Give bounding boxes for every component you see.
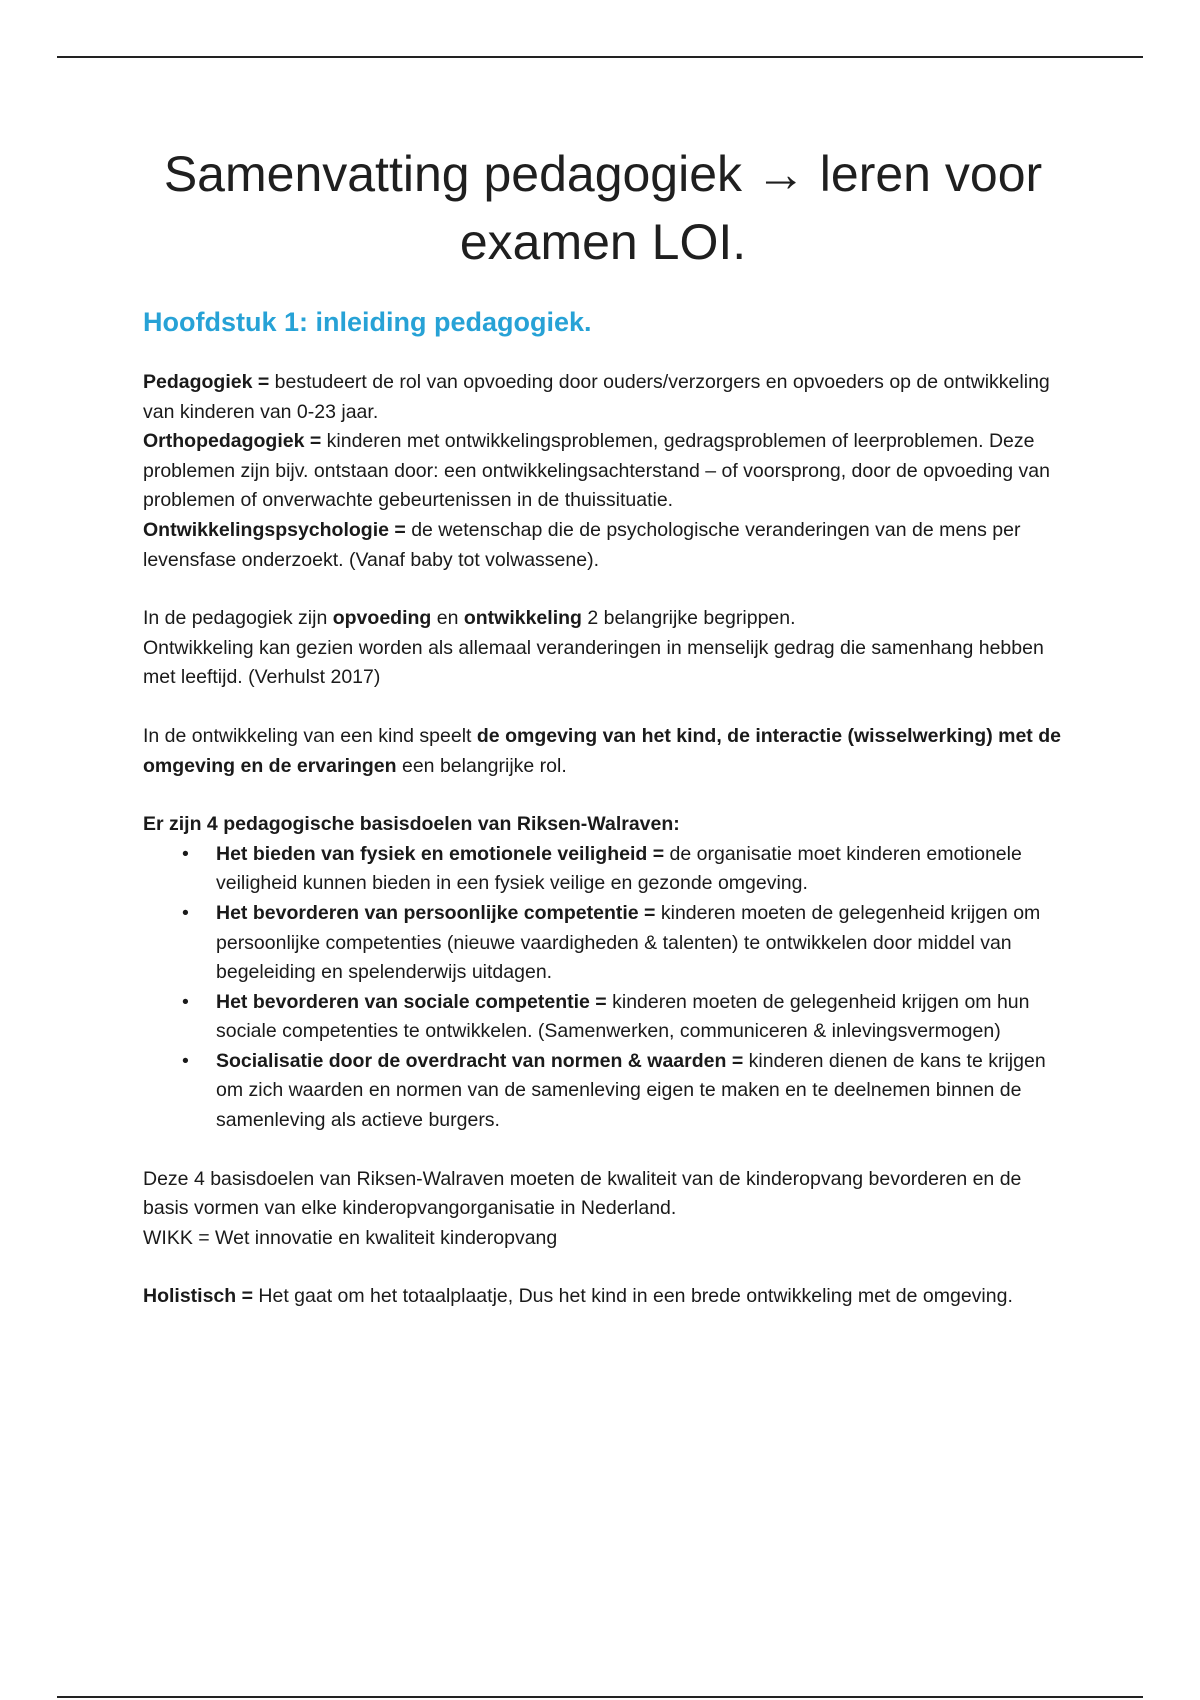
goals-intro — [143, 810, 1063, 840]
title-line-2: examen LOI. — [459, 214, 747, 270]
development-paragraph: Ontwikkeling kan gezien worden als allemaal veranderingen in menselijk gedrag die samenhang hebben met leeftijd. (Verhulst 2017) — [143, 636, 1044, 689]
title-line-1: Samenvatting pedagogiek → leren voor — [163, 146, 1043, 202]
goals-list — [143, 840, 1063, 1136]
bullet-icon: • — [182, 901, 189, 924]
goals-intro-text: Er zijn 4 pedagogische basisdoelen van Riksen-Walraven: — [143, 813, 680, 836]
environment-paragraph — [143, 722, 1063, 781]
goal-text: kinderen moeten de gelegenheid krijgen om hun sociale competenties te ontwikkelen. (Samenwerken, communiceren & inlevingsvermogen) — [216, 990, 1030, 1043]
definition-text: kinderen met ontwikkelingsproblemen, gedragsproblemen of leerproblemen. Deze problemen zijn bijv. ontstaan door: een ontwikkelingsachterstand – of voorsprong, door de opvoeding van problemen of onverwachte gebeurtenissen in de thuissituatie. — [143, 430, 1050, 512]
definition-text: Het gaat om het totaalplaatje, Dus het kind in een brede ontwikkeling met de omgeving. — [253, 1285, 1013, 1308]
holistic-definition — [143, 1282, 1063, 1312]
goal-term: Het bevorderen van persoonlijke competentie = — [216, 901, 656, 924]
concepts-text: 2 belangrijke begrippen. — [581, 607, 796, 630]
definition-term: Holistisch = — [143, 1285, 253, 1308]
environment-bold: de omgeving van het kind, de interactie (wisselwerking) met de omgeving en de ervaringen — [143, 724, 1061, 777]
definition-term: Orthopedagogiek = — [143, 430, 322, 453]
quality-paragraph: Deze 4 basisdoelen van Riksen-Walraven moeten de kwaliteit van de kinderopvang bevorderen en de basis vormen van elke kinderopvangorganisatie in Nederland. — [143, 1167, 1022, 1220]
concept-ontwikkeling: ontwikkeling — [463, 607, 582, 630]
concepts-text: In de pedagogiek zijn — [143, 607, 333, 630]
bullet-icon: • — [182, 842, 189, 865]
bottom-rule — [57, 1696, 1143, 1698]
environment-text: een belangrijke rol. — [396, 754, 567, 777]
goal-term: Het bevorderen van sociale competentie = — [216, 990, 607, 1013]
goal-text: de organisatie moet kinderen emotionele veiligheid kunnen bieden in een fysiek veilige en gezonde omgeving. — [216, 842, 1022, 895]
top-rule — [57, 56, 1143, 58]
concepts-text: en — [431, 607, 464, 630]
list-item — [143, 1047, 1063, 1136]
goal-text: kinderen moeten de gelegenheid krijgen om persoonlijke competenties (nieuwe vaardigheden & talenten) te ontwikkelen door middel van begeleiding en spelenderwijs uitdagen. — [216, 901, 1041, 984]
bullet-icon: • — [182, 1049, 189, 1072]
list-item — [143, 840, 1063, 899]
definition-pedagogiek — [143, 368, 1063, 427]
goal-term: Het bieden van fysiek en emotionele veiligheid = — [216, 842, 665, 865]
definition-text: bestudeert de rol van opvoeding door ouders/verzorgers en opvoeders op de ontwikkeling van kinderen van 0-23 jaar. — [143, 371, 1050, 423]
definition-term: Ontwikkelingspsychologie = — [143, 518, 406, 541]
environment-text: In de ontwikkeling van een kind speelt — [143, 724, 477, 747]
definition-term: Pedagogiek = — [143, 371, 270, 393]
concepts-paragraph — [143, 604, 1063, 634]
page-title — [143, 140, 1063, 276]
list-item — [143, 899, 1063, 988]
chapter-heading: Hoofdstuk 1: inleiding pedagogiek. — [143, 307, 592, 337]
goal-text: kinderen dienen de kans te krijgen om zich waarden en normen van de samenleving eigen te maken en te deelnemen binnen de samenleving als actieve burgers. — [216, 1049, 1046, 1132]
definition-ontwikkelingspsychologie — [143, 516, 1063, 575]
concept-opvoeding: opvoeding — [332, 607, 432, 630]
list-item — [143, 988, 1063, 1047]
definition-text: de wetenschap die de psychologische veranderingen van de mens per levensfase onderzoekt. (Vanaf baby tot volwassene). — [143, 518, 1021, 571]
bullet-icon: • — [182, 990, 189, 1013]
goal-term: Socialisatie door de overdracht van normen & waarden = — [216, 1049, 744, 1072]
wikk-line: WIKK = Wet innovatie en kwaliteit kinderopvang — [143, 1226, 558, 1249]
document-page — [143, 140, 1063, 1312]
definition-orthopedagogiek — [143, 427, 1063, 516]
